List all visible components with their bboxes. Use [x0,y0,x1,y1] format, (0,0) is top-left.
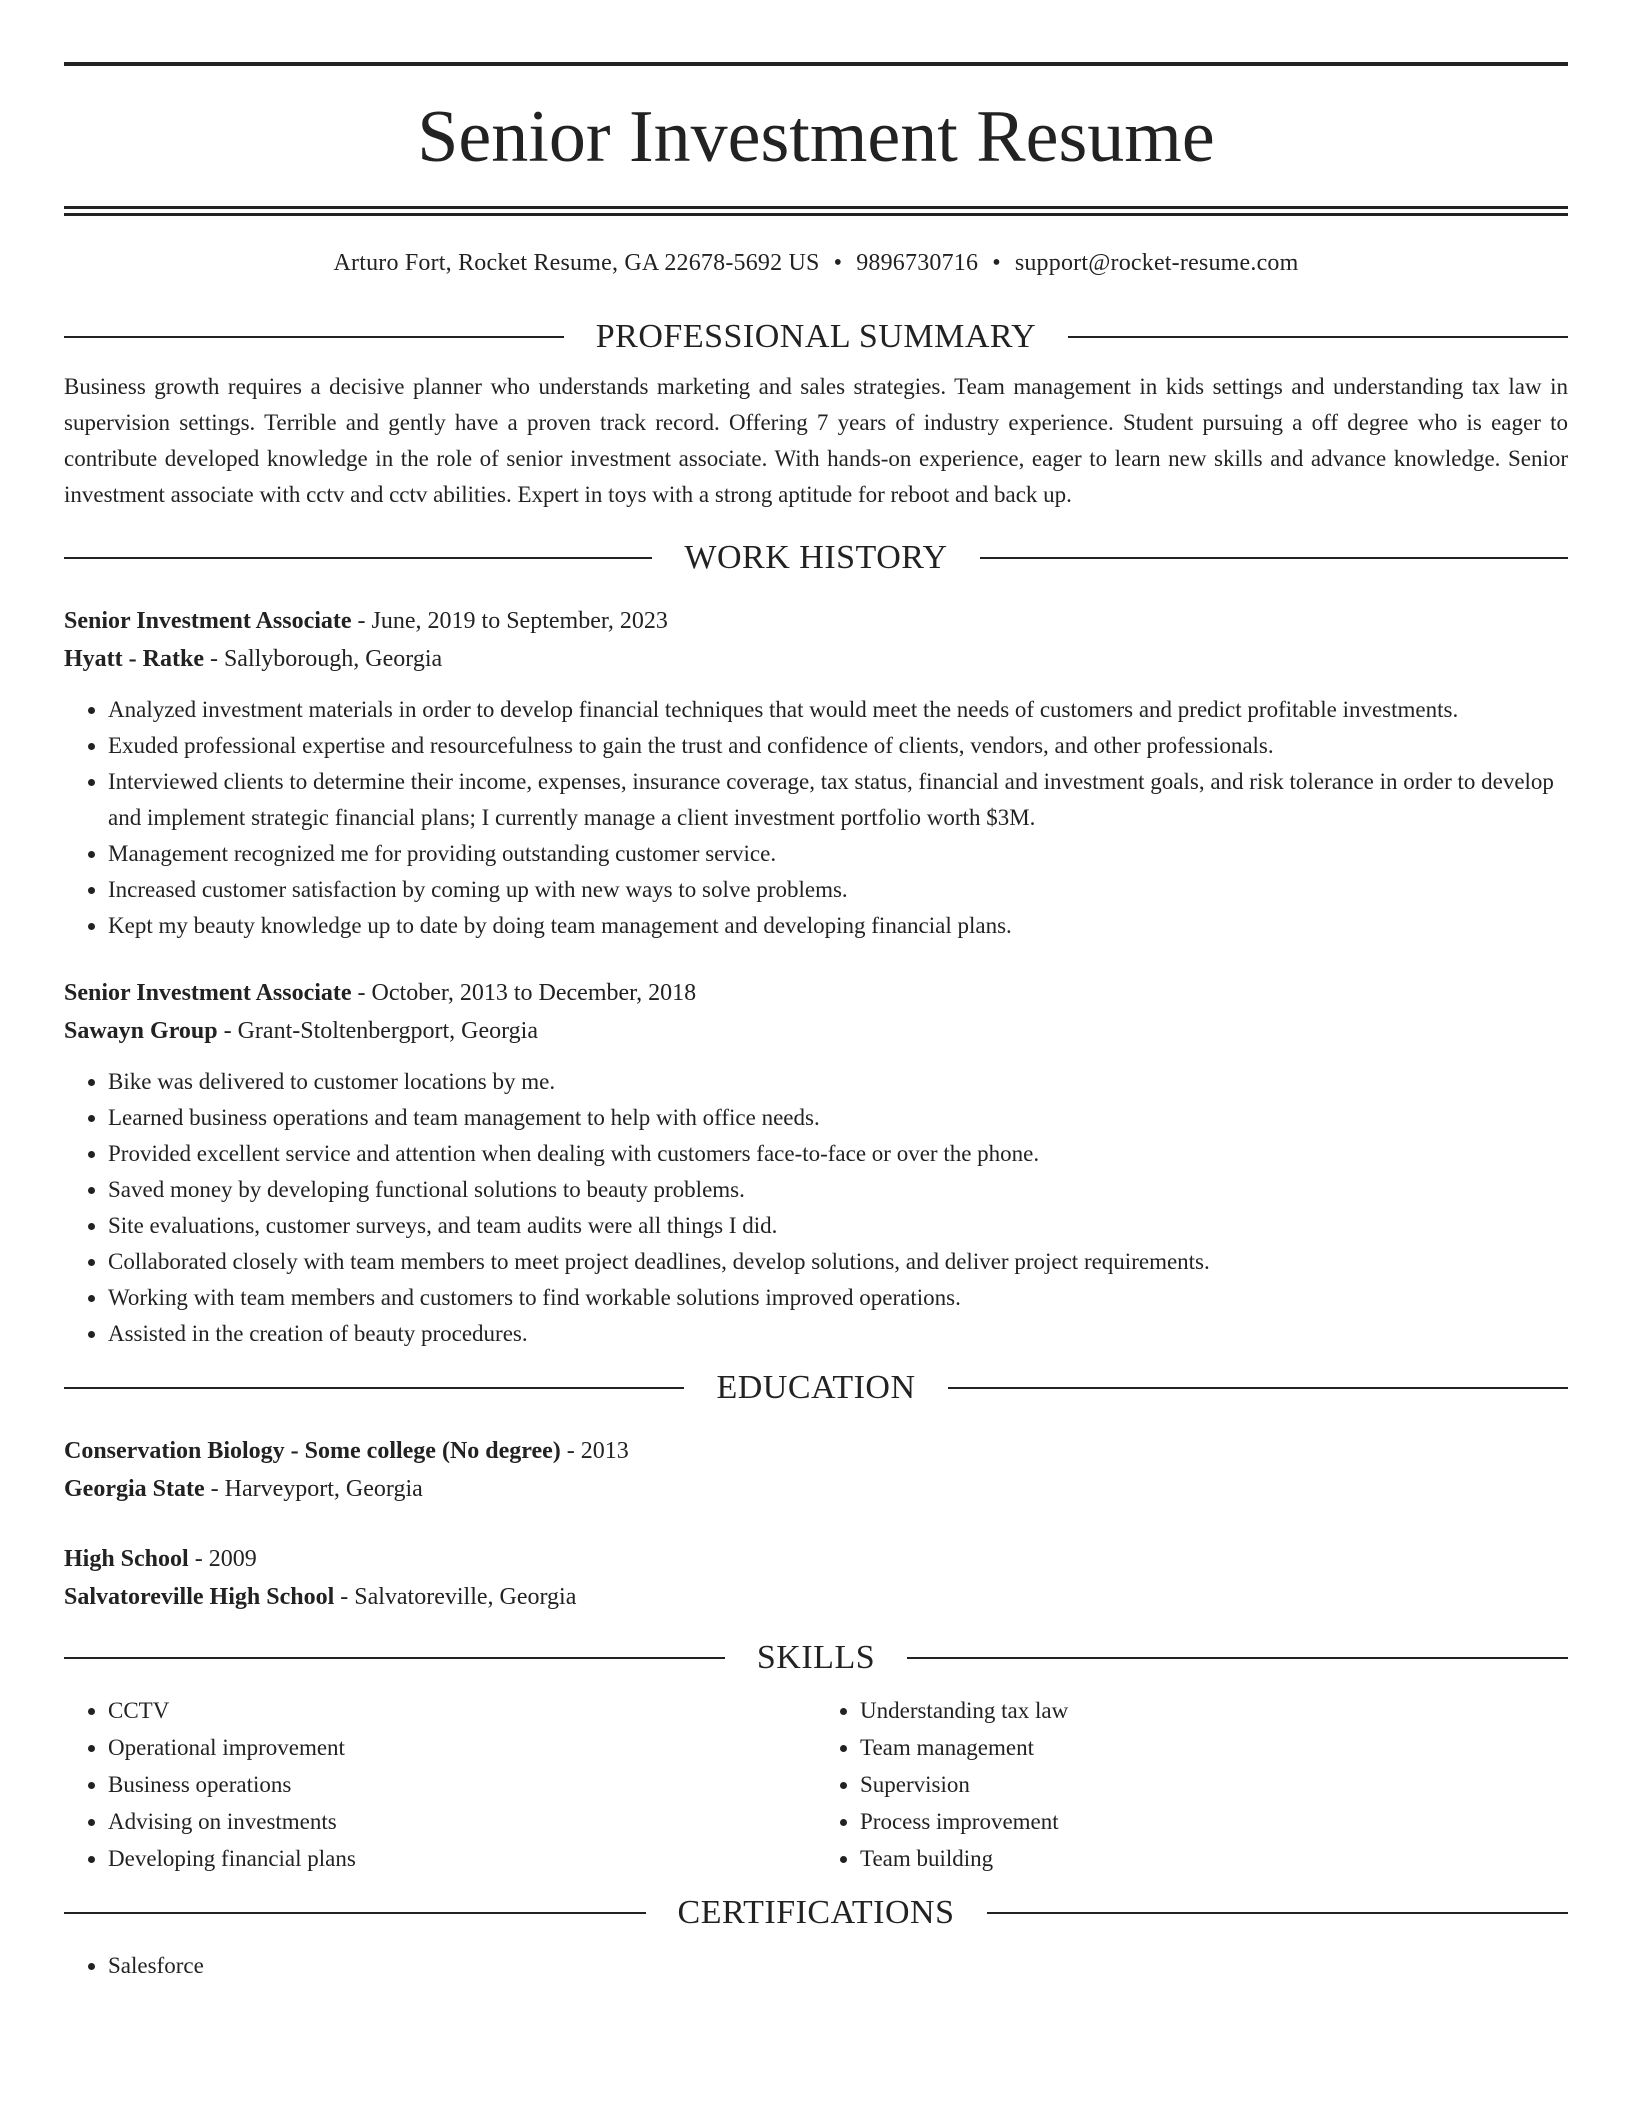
education-year: - 2009 [188,1546,257,1572]
list-item: • Saved money by developing functional solutions to beauty problems. [108,1172,1568,1208]
section-title: EDUCATION [716,1369,916,1406]
heading-rule [64,1387,684,1389]
job-company: Hyatt - Ratke [64,646,204,672]
skill-item: • Team building [860,1840,1568,1877]
section-title: PROFESSIONAL SUMMARY [595,318,1037,355]
education-entry [64,1432,1568,1508]
skills-column-right [816,1692,1568,1877]
skill-item: • Operational improvement [108,1729,816,1766]
heading-rule [1068,336,1568,338]
skill-item: • Team management [860,1729,1568,1766]
heading-rule [987,1912,1569,1914]
job-title: Senior Investment Associate [64,980,352,1006]
contact-line [64,250,1568,277]
contact-phone[interactable]: 9896730716 [856,250,979,276]
education-location: - Harveyport, Georgia [204,1476,423,1502]
education-degree-line [64,1432,1568,1470]
list-item: • Bike was delivered to customer locations by me. [108,1064,1568,1100]
summary-text: Business growth requires a decisive planner who understands marketing and sales strategies. Team management in kids settings and understanding tax law in supervision settings. Terrible and gently have a proven track record. Offering 7 years of industry experience. Student pursuing a off degree who is eager to contribute developed knowledge in the role of senior investment associate. With hands-on experience, eager to learn new skills and advance knowledge. Senior investment associate with cctv and cctv abilities. Expert in toys with a strong aptitude for reboot and back up. [64,374,1568,507]
heading-rule [980,557,1568,559]
job-company-line [64,640,1568,678]
job-entry [64,602,1568,944]
skill-item: • Advising on investments [108,1803,816,1840]
job-location: - Grant-Stoltenbergport, Georgia [217,1018,538,1044]
certification-item: • Salesforce [108,1947,1568,1984]
heading-rule [64,336,564,338]
heading-rule [64,1657,725,1659]
list-item: • Analyzed investment materials in order to develop financial techniques that would meet the needs of customers and predict profitable investments. [108,692,1568,728]
resume-title: Senior Investment Resume [417,96,1215,178]
education-school: Salvatoreville High School [64,1584,335,1610]
title-double-rule [64,206,1568,216]
skill-item: • Developing financial plans [108,1840,816,1877]
section-title: SKILLS [756,1639,876,1676]
heading-rule [64,557,652,559]
skill-item: • CCTV [108,1692,816,1729]
job-dates: - October, 2013 to December, 2018 [351,980,697,1006]
list-item: • Site evaluations, customer surveys, and team audits were all things I did. [108,1208,1568,1244]
education-year: - 2013 [560,1438,629,1464]
section-heading-education [64,1366,1568,1410]
list-item: • Learned business operations and team management to help with office needs. [108,1100,1568,1136]
skill-item: • Business operations [108,1766,816,1803]
job-location: - Sallyborough, Georgia [203,646,443,672]
job-company-line [64,1012,1568,1050]
list-item: • Interviewed clients to determine their income, expenses, insurance coverage, tax status, financial and investment goals, and risk tolerance in order to develop and implement strategic financial plans; I currently manage a client investment portfolio worth $3M. [108,764,1568,836]
heading-rule [64,1912,646,1914]
section-title: CERTIFICATIONS [677,1894,955,1931]
list-item: • Collaborated closely with team members to meet project deadlines, develop solutions, and deliver project requirements. [108,1244,1568,1280]
list-item: • Exuded professional expertise and resourcefulness to gain the trust and confidence of clients, vendors, and other professionals. [108,728,1568,764]
top-rule [64,62,1568,66]
education-school-line [64,1578,1568,1616]
section-title: WORK HISTORY [684,539,948,576]
list-item: • Assisted in the creation of beauty procedures. [108,1316,1568,1352]
skill-item: • Supervision [860,1766,1568,1803]
list-item: • Management recognized me for providing outstanding customer service. [108,836,1568,872]
heading-rule [948,1387,1568,1389]
list-item: • Working with team members and customers to find workable solutions improved operations. [108,1280,1568,1316]
heading-rule [907,1657,1568,1659]
job-entry [64,974,1568,1352]
skills-grid [64,1692,1568,1877]
job-bullets [64,692,1568,944]
skills-column-left [64,1692,816,1877]
education-degree: High School [64,1546,189,1572]
contact-address: Arturo Fort, Rocket Resume, GA 22678-5692 US [333,250,820,276]
job-title: Senior Investment Associate [64,608,352,634]
contact-email[interactable]: support@rocket-resume.com [1014,250,1299,276]
education-school-line [64,1470,1568,1508]
section-heading-certifications [64,1891,1568,1935]
education-school: Georgia State [64,1476,205,1502]
job-dates: - June, 2019 to September, 2023 [351,608,668,634]
job-company: Sawayn Group [64,1018,218,1044]
education-degree: Conservation Biology - Some college (No degree) [64,1438,561,1464]
education-location: - Salvatoreville, Georgia [334,1584,577,1610]
list-item: • Increased customer satisfaction by coming up with new ways to solve problems. [108,872,1568,908]
resume-page [64,0,1568,1984]
job-title-line [64,974,1568,1012]
education-degree-line [64,1540,1568,1578]
skill-item: • Understanding tax law [860,1692,1568,1729]
section-heading-skills [64,1636,1568,1680]
job-title-line [64,602,1568,640]
skill-item: • Process improvement [860,1803,1568,1840]
list-item: • Kept my beauty knowledge up to date by doing team management and developing financial plans. [108,908,1568,944]
section-heading-work [64,536,1568,580]
contact-separator: • [833,250,843,276]
list-item: • Provided excellent service and attention when dealing with customers face-to-face or over the phone. [108,1136,1568,1172]
job-bullets [64,1064,1568,1352]
section-heading-summary [64,315,1568,359]
contact-separator: • [992,250,1001,276]
education-entry [64,1540,1568,1616]
certifications-list [64,1947,1568,1984]
